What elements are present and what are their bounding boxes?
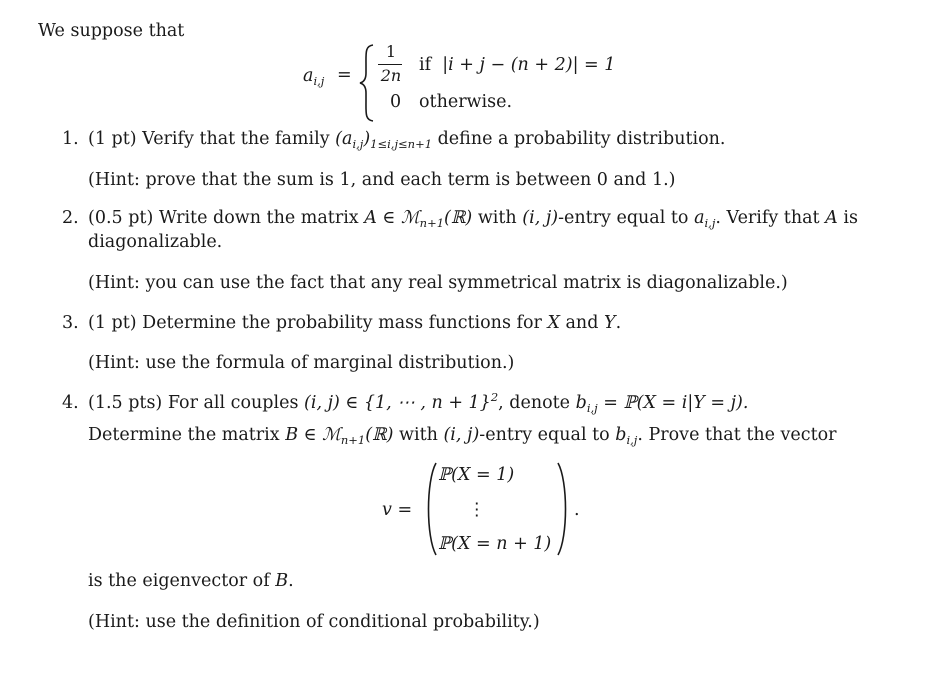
item-hint: (Hint: prove that the sum is 1, and each term is between 0 and 1.) [88,170,676,190]
case2-condition: otherwise. [419,92,513,112]
case1-fraction-bar [378,64,402,65]
vector-lhs: v = [382,500,413,520]
item-hint: (Hint: you can use the fact that any real symmetrical matrix is diagonalizable.) [88,273,788,293]
item-number: 2. [62,208,79,228]
item-hint: (Hint: use the formula of marginal distribution.) [88,353,515,373]
item-text: (1.5 pts) For all couples (i, j) ∈ {1, ⋯ , n + 1}$^2$, denote $b_{i,j}$ = ℙ(X = i|Y = j). [88,390,749,415]
item-number: 1. [62,129,79,149]
item-number: 3. [62,313,79,333]
right-paren [556,461,570,557]
vector-row-1: ℙ(X = 1) [438,465,515,485]
left-brace [358,43,378,123]
vector-period: . [574,500,580,520]
item-after-text: is the eigenvector of B. [88,571,294,591]
case1-condition: if |i + j − (n + 2)| = 1 [419,55,616,75]
intro-text: We suppose that [38,21,185,41]
item-text: (0.5 pt) Write down the matrix A ∈ ℳ$_{n+1}$(ℝ) with (i, j)-entry equal to $a_{i,j}$. Verify that A is [88,208,858,230]
case2-value: 0 [390,92,402,112]
case1-denominator: 2n [380,66,402,85]
left-paren [424,461,438,557]
item-number: 4. [62,393,79,413]
lhs-a: $a_{i,j}$ [303,66,325,88]
vector-row-3: ℙ(X = n + 1) [438,534,552,554]
item-hint: (Hint: use the definition of conditional probability.) [88,612,540,632]
item-text: (1 pt) Determine the probability mass functions for X and Y. [88,313,622,333]
item-text-line2: diagonalizable. [88,232,223,252]
item-text-line2: Determine the matrix B ∈ ℳ$_{n+1}$(ℝ) with (i, j)-entry equal to $b_{i,j}$. Prove that the vector [88,425,837,447]
vector-dots: ⋮ [468,500,486,520]
lhs-equals: = [337,65,352,85]
case1-numerator: 1 [385,42,397,61]
item-text: (1 pt) Verify that the family $(a_{i,j})_{1\le i,j\le n+1}$ define a probability distribution. [88,129,726,151]
